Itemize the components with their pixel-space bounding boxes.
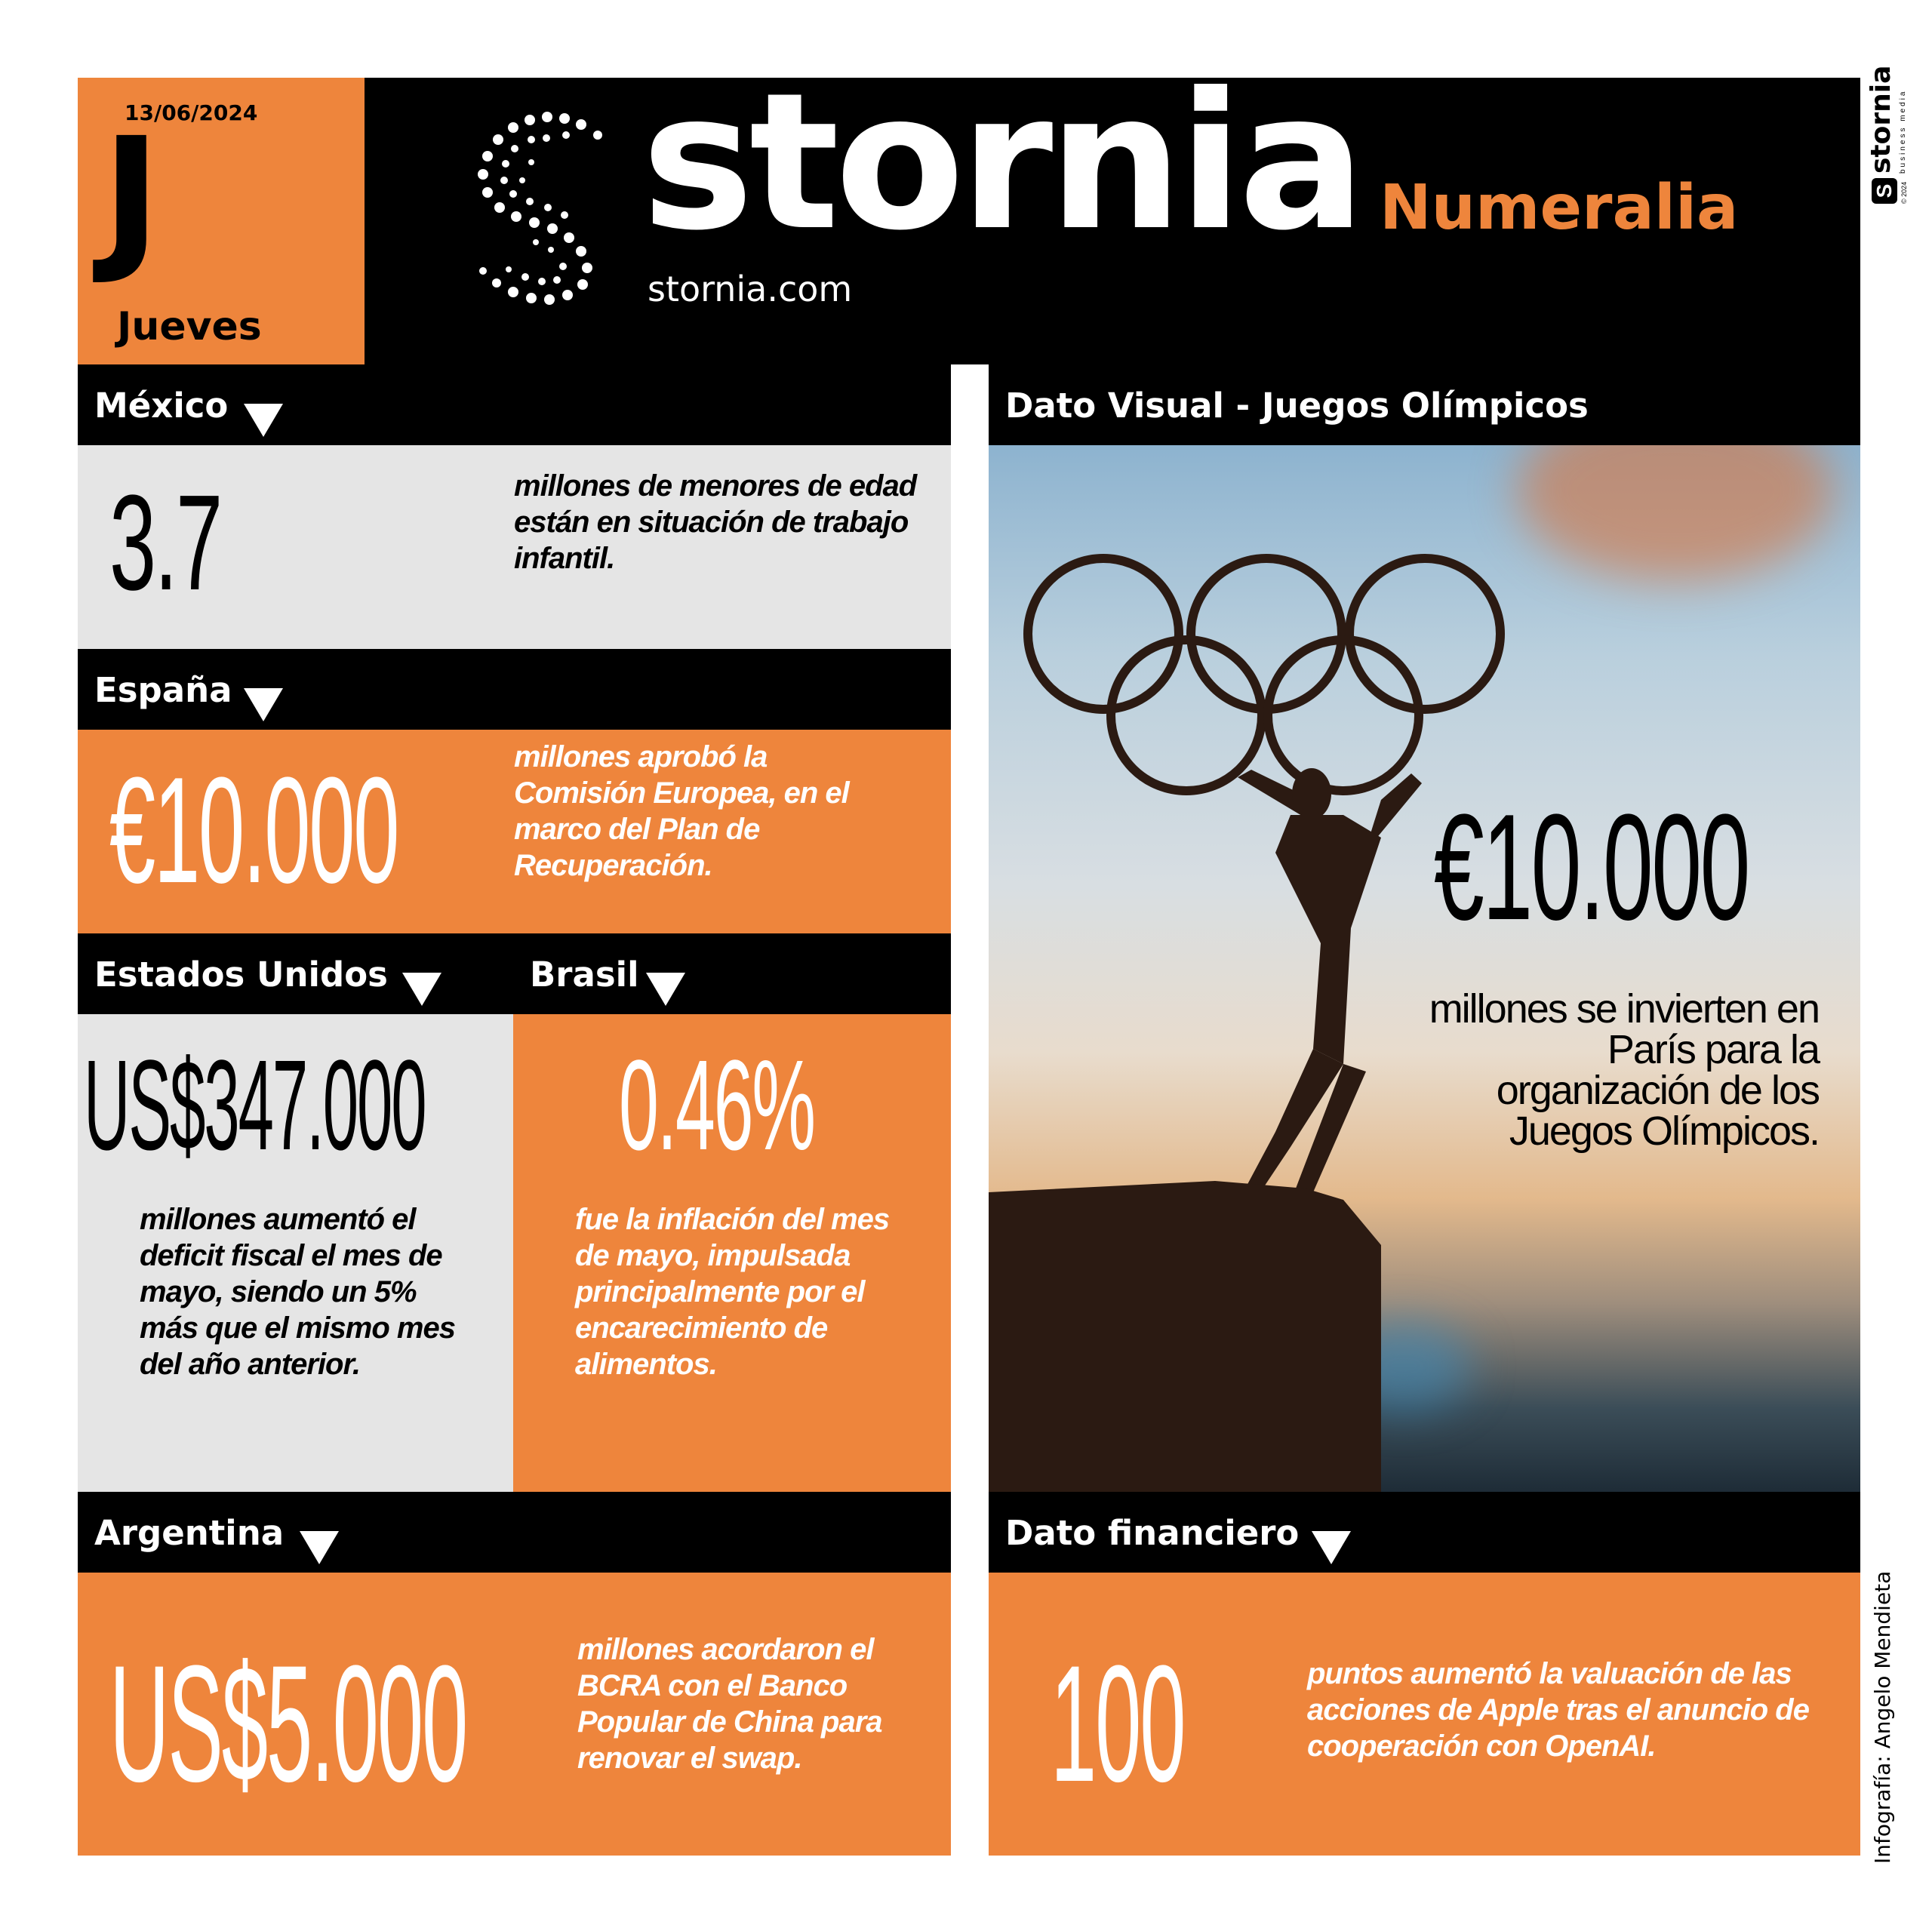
argentina-label: Argentina — [94, 1513, 285, 1553]
financiero-label: Dato financiero — [1005, 1513, 1300, 1553]
argentina-arrow-icon — [300, 1531, 339, 1564]
financiero-arrow-icon — [1312, 1531, 1351, 1564]
mexico-label: México — [94, 386, 229, 426]
eeuu-text: millones aumentó el deficit fiscal el mes de mayo, siendo un 5% más que el mismo mes del año anterior. — [140, 1203, 455, 1381]
eeuu-value: US$347.000 — [84, 1034, 426, 1177]
day-letter: J — [102, 103, 162, 288]
financiero-header — [989, 1492, 1860, 1573]
side-logo-icon: S — [1872, 178, 1897, 204]
olympic-statue-image — [989, 445, 1860, 1492]
brasil-header — [513, 933, 951, 1014]
day-name: Jueves — [117, 304, 262, 349]
brasil-arrow-icon — [646, 973, 685, 1006]
financiero-text: puntos aumentó la valuación de las acciones de Apple tras el anuncio de cooperación con OpenAI. — [1307, 1657, 1809, 1763]
espana-value: €10.000 — [109, 746, 398, 915]
side-brand-name: stornia — [1866, 65, 1897, 174]
date-text: 13/06/2024 — [125, 100, 258, 125]
brasil-text: fue la inflación del mes de mayo, impulsada principalmente por el encarecimiento de alimentos. — [575, 1203, 890, 1381]
side-copyright: © 2024 — [1900, 181, 1908, 204]
mexico-arrow-icon — [244, 404, 283, 437]
argentina-header — [78, 1492, 951, 1573]
espana-panel — [78, 730, 951, 933]
visual-label: Dato Visual - Juegos Olímpicos — [1005, 386, 1589, 426]
visual-header — [989, 364, 1860, 445]
eeuu-label: Estados Unidos — [94, 955, 388, 995]
espana-header — [78, 649, 951, 730]
argentina-panel — [78, 1573, 951, 1856]
brasil-value: 0.46% — [619, 1034, 814, 1177]
mexico-panel — [78, 445, 951, 649]
espana-text: millones aprobó la Comisión Europea, en el marco del Plan de Recuperación. — [514, 740, 849, 882]
side-brand-sub: business media — [1899, 89, 1907, 174]
mexico-value: 3.7 — [109, 467, 221, 619]
visual-text: millones se invierten en París para la organización de los Juegos Olímpicos. — [1429, 986, 1819, 1154]
financiero-value: 100 — [1051, 1631, 1185, 1816]
eeuu-arrow-icon — [402, 973, 441, 1006]
credit-text: Infografía: Angelo Mendieta — [1870, 1570, 1895, 1864]
side-brand — [1866, 8, 1918, 204]
financiero-panel — [989, 1573, 1860, 1856]
brand-name: stornia — [641, 52, 1361, 272]
espana-arrow-icon — [244, 688, 283, 721]
date-box — [78, 78, 365, 364]
mexico-text: millones de menores de edad están en situación de trabajo infantil. — [514, 469, 917, 575]
brasil-label: Brasil — [530, 955, 639, 995]
argentina-value: US$5.000 — [109, 1631, 467, 1816]
mexico-header — [78, 364, 951, 445]
website-text: stornia.com — [648, 269, 853, 309]
stornia-logo-icon — [468, 102, 619, 313]
espana-label: España — [94, 670, 232, 710]
brand-suffix: Numeralia — [1380, 172, 1739, 244]
argentina-text: millones acordaron el BCRA con el Banco Popular de China para renovar el swap. — [577, 1633, 882, 1775]
visual-value: €10.000 — [1434, 783, 1749, 952]
eeuu-panel — [78, 1014, 513, 1492]
eeuu-header — [78, 933, 513, 1014]
visual-panel — [989, 445, 1860, 1492]
brasil-panel — [513, 1014, 951, 1492]
